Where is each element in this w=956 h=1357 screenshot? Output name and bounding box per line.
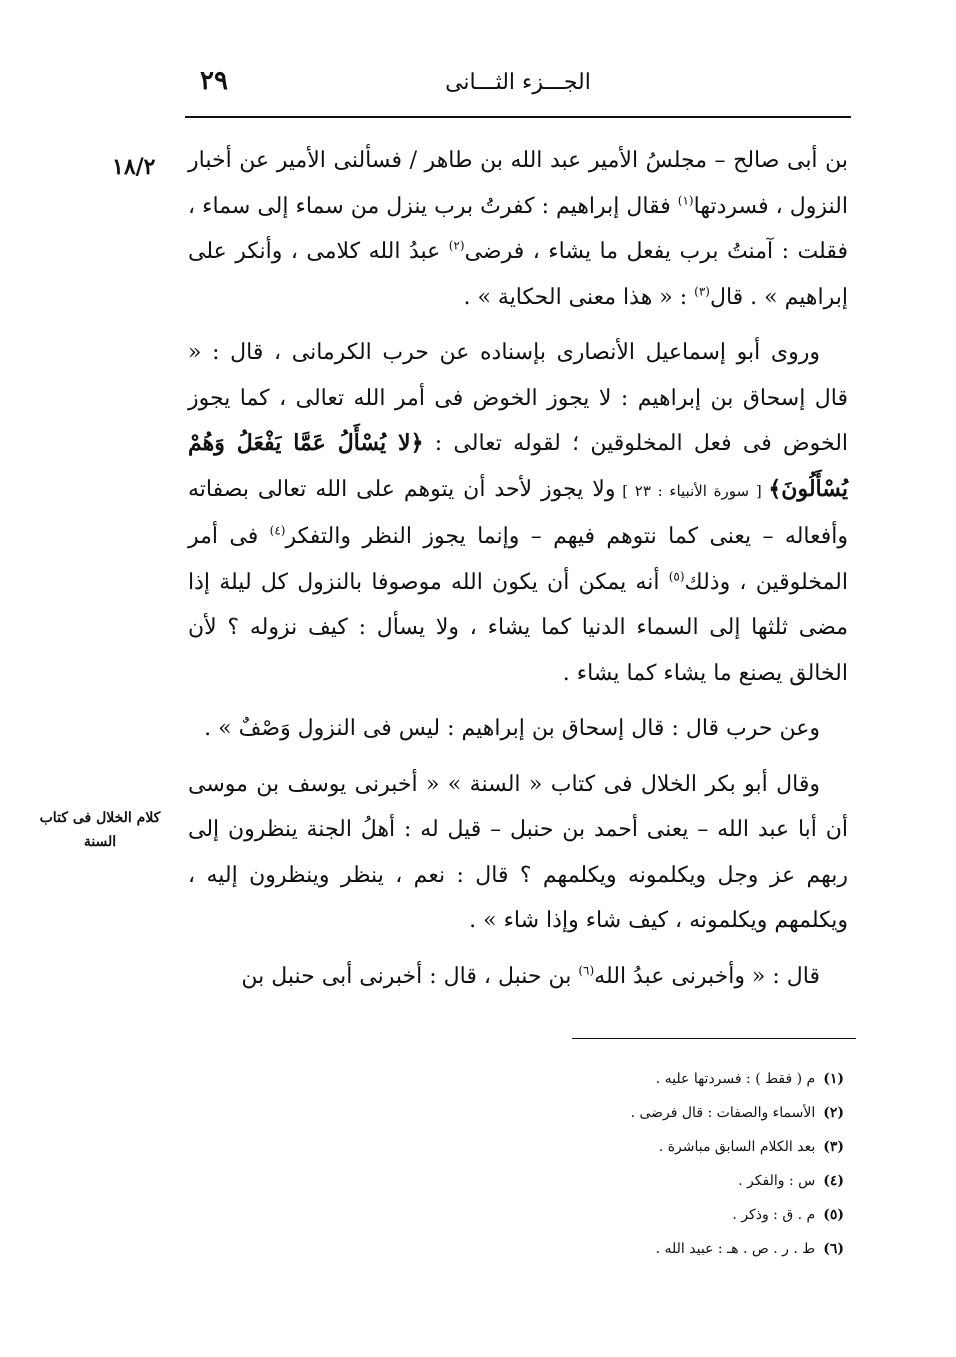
footnote-text: س : والفكر . — [738, 1173, 816, 1189]
text-run: ولا يجوز لأحد أن يتوهم على الله تعالى بصفاته وأفعاله – يعنى كما نتوهم فيهم – وإنما يجوز النظر والتفكر — [188, 476, 848, 549]
footnote — [484, 1062, 844, 1096]
verse-reference: [ سورة الأنبياء : ٢٣ ] — [615, 481, 769, 500]
text-run: : « هذا معنى الحكاية » . — [463, 284, 695, 310]
footnote-marker-4: (٤) — [269, 523, 286, 538]
footnote-marker-6: (٦) — [578, 963, 595, 978]
text-run: وروى أبو إسماعيل الأنصارى بإسناده عن حرب الكرمانى ، قال : « قال إسحاق بن إبراهيم : لا يجوز الخوض فى أمر الله تعالى ، كما يجوز الخوض فى فعل المخلوقين ؛ لقوله تعالى : — [188, 340, 849, 456]
footnote-number: (٥) — [823, 1207, 844, 1223]
footnotes — [484, 1062, 844, 1266]
paragraph-5 — [188, 954, 848, 1000]
footnote — [484, 1130, 844, 1164]
footnote — [484, 1164, 844, 1198]
footnote-marker-5: (٥) — [668, 569, 685, 584]
footnote-text: م . ق : وذكر . — [732, 1207, 816, 1223]
page-number: ٢٩ — [200, 66, 228, 96]
footnote-marker-1: (١) — [677, 193, 694, 208]
text-run: بن أبى صالح – مجلسُ الأمير عبد الله بن طاهر / فسألنى الأمير عن أخبار النزول ، فسردتها — [188, 148, 848, 219]
paragraph-2 — [188, 330, 848, 696]
footnote-number: (٤) — [823, 1173, 844, 1189]
footnote — [484, 1198, 844, 1232]
text-run: أنه يمكن أن يكون الله موصوفا بالنزول كل ليلة إذا مضى ثلثها إلى السماء الدنيا كما يشاء ، ولا يسأل : كيف نزوله ؟ لأن الخالق يصنع ما يشاء كما يشاء . — [188, 569, 848, 686]
footnote-marker-2: (٢) — [448, 238, 465, 253]
text-run: فقال إبراهيم : كفرتُ برب ينزل من سماء إلى سماء ، فقلت : آمنتُ برب يفعل ما يشاء ، فرضى — [188, 193, 848, 264]
footnote-text: م ( فقط ) : فسردتها عليه . — [655, 1071, 816, 1087]
footnote-text: ط . ر . ص . هـ : عبيد الله . — [655, 1241, 816, 1257]
footnote — [484, 1232, 844, 1266]
footnote-text: بعد الكلام السابق مباشرة . — [658, 1139, 816, 1155]
text-run: عبدُ الله كلامى ، وأنكر على إبراهيم » . قال — [188, 239, 848, 310]
header-rule — [185, 116, 851, 118]
text-run: فى أمر المخلوقين ، وذلك — [188, 524, 848, 595]
quran-verse: ﴿لا يُسْأَلُ عَمَّا يَفْعَلُ وَهُمْ يُسْأَلُونَ﴾ — [188, 430, 848, 502]
paragraph-1 — [188, 138, 848, 320]
text-run: قال : « وأخبرنى عبدُ الله — [594, 963, 820, 989]
footnote-number: (٢) — [823, 1105, 844, 1121]
running-header — [188, 66, 848, 106]
margin-reference: ١٨/٢ — [112, 154, 156, 180]
body-text — [188, 138, 848, 1009]
footnote-number: (٦) — [823, 1241, 844, 1257]
header-title: الجـــزء الثـــانى — [445, 70, 591, 95]
footnote-rule — [572, 1038, 856, 1039]
paragraph-3: وعن حرب قال : قال إسحاق بن إبراهيم : ليس فى النزول وَصْفٌ » . — [204, 716, 820, 741]
margin-note: كلام الخلال فى كتاب السنة — [39, 810, 161, 850]
footnote-text: الأسماء والصفات : قال فرضى . — [630, 1105, 816, 1121]
text-run: بن حنبل ، قال : أخبرنى أبى حنبل بن — [241, 963, 579, 989]
footnote-number: (٣) — [823, 1139, 844, 1155]
footnote-marker-3: (٣) — [694, 284, 710, 299]
paragraph-4: وقال أبو بكر الخلال فى كتاب « السنة » « أخبرنى يوسف بن موسى أن أبا عبد الله – يعنى أحمد بن حنبل – قيل له : أهلُ الجنة ينظرون إلى ربهم عز وجل ويكلمونه ويكلمهم ؟ قال : نعم ، ينظر وينظرون إليه ، ويكلمهم ويكلمونه ، كيف شاء وإذا شاء » . — [188, 771, 848, 933]
footnote-number: (١) — [823, 1071, 844, 1087]
footnote — [484, 1096, 844, 1130]
